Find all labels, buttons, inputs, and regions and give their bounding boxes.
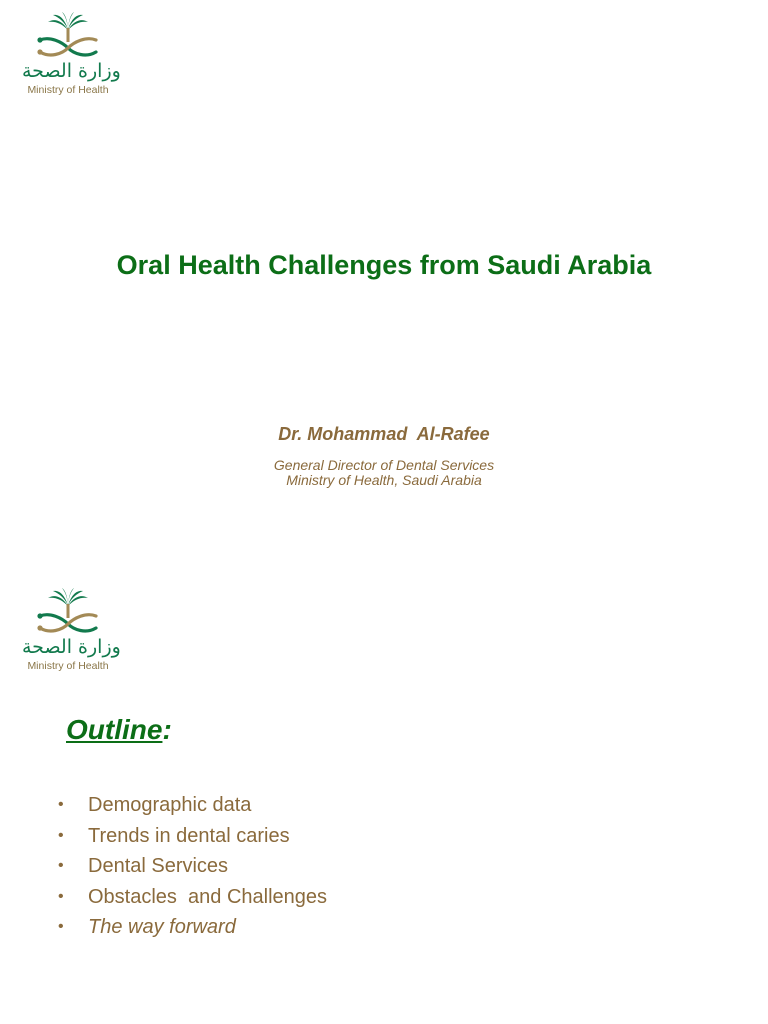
bullet-icon: • bbox=[58, 857, 64, 874]
bullet-icon: • bbox=[58, 796, 64, 813]
palm-swords-emblem-icon bbox=[18, 12, 118, 60]
logo-english-text: Ministry of Health bbox=[27, 660, 109, 672]
outline-heading bbox=[66, 714, 172, 746]
affiliation-line-1: General Director of Dental Services bbox=[273, 457, 495, 473]
list-item-text: Dental Services bbox=[88, 855, 229, 877]
logo-english-text: Ministry of Health bbox=[27, 84, 109, 96]
ministry-of-health-logo bbox=[18, 588, 121, 674]
outline-heading-colon: : bbox=[162, 714, 172, 745]
bullet-icon: • bbox=[58, 918, 64, 935]
bullet-icon: • bbox=[58, 887, 64, 905]
outline-slide bbox=[0, 576, 768, 1024]
palm-swords-emblem-icon bbox=[18, 588, 118, 636]
list-item-text: Demographic data bbox=[88, 794, 252, 816]
list-item-text: Trends in dental caries bbox=[88, 824, 290, 847]
ministry-of-health-logo bbox=[18, 12, 121, 98]
presenter-affiliation bbox=[0, 458, 768, 488]
outline-heading-word: Outline bbox=[66, 714, 163, 745]
bullet-icon: • bbox=[58, 826, 64, 844]
affiliation-line-2: Ministry of Health, Saudi Arabia bbox=[286, 472, 482, 488]
presentation-title: Oral Health Challenges from Saudi Arabia bbox=[116, 250, 652, 280]
presenter-name: Dr. Mohammad Al-Rafee bbox=[278, 424, 490, 444]
logo-arabic-text: وزارة الصحة bbox=[22, 60, 121, 82]
list-item-text: The way forward bbox=[88, 916, 236, 938]
logo-arabic-text: وزارة الصحة bbox=[22, 636, 121, 658]
list-item-text: Obstacles and Challenges bbox=[88, 885, 328, 908]
